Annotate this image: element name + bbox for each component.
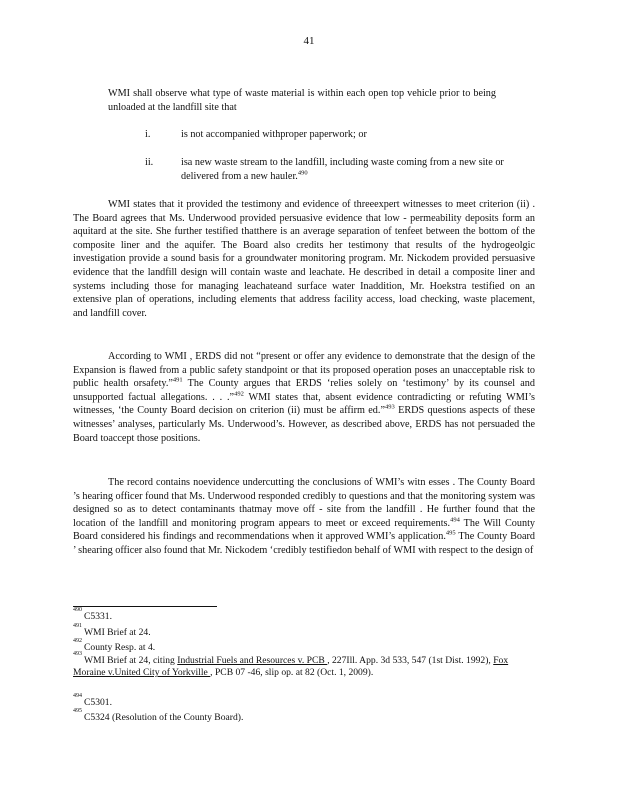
footnote-495 bbox=[73, 708, 535, 724]
footnote-ref: 495 bbox=[445, 529, 456, 537]
footnote-text: WMI Brief at 24. bbox=[84, 627, 151, 638]
footnote-number: 492 bbox=[73, 638, 82, 644]
footnote-number: 491 bbox=[73, 623, 82, 629]
footnote-text: , PCB 07 -46, slip op. at 82 (Oct. 1, 2009). bbox=[210, 667, 374, 678]
footnote-491 bbox=[73, 623, 535, 639]
footnote-text: County Resp. at 4. bbox=[84, 642, 156, 653]
intro-paragraph: WMI shall observe what type of waste material is within each open top vehicle prior to being unloaded at the landfill site that bbox=[108, 88, 496, 113]
paragraph-text: The Will County Board considered his findings and recommendations when it approved WMI’s application. bbox=[73, 517, 535, 543]
paragraph-text: ERDS questions aspects of these witnesses’ analyses, particularly Ms. Underwood’s. However, as described above, ERDS has not persuaded the Board toaccept those positions. bbox=[73, 405, 535, 444]
footnote-ref: 492 bbox=[234, 390, 244, 398]
footnote-text: C5301. bbox=[84, 697, 112, 708]
body-paragraph-1: WMI states that it provided the testimony and evidence of threeexpert witnesses to meet criterion (ii) . The Board agrees that Ms. Underwood provided persuasive evidence that low - permeability deposits form an aquitard at the site. She further testified thatthere is an average separation of tenfeet between the bottom of the composite liner and the aquifer. The Board also credits her testimony that results of the hydrogeolgic investigation provide a sound basis for a groundwater monitoring program. Mr. Nickodem provided persuasive evidence that the landfill design will contain waste and leachate. He described in detail a composite liner and systems including those for managing leachateand surface water Inaddition, Mr. Hoekstra testified on an extensive plan of operations, including elements that address facility access, load checking, waste placement, and landfill cover. bbox=[73, 199, 535, 319]
footnote-number: 493 bbox=[73, 651, 82, 657]
footnote-494 bbox=[73, 693, 535, 709]
footnote-divider bbox=[73, 606, 217, 607]
case-citation: Industrial Fuels and Resources v. PCB bbox=[177, 655, 328, 666]
list-item-text: is not accompanied withproper paperwork; or bbox=[181, 129, 367, 140]
body-paragraph-3 bbox=[73, 476, 535, 558]
footnote-492 bbox=[73, 638, 535, 654]
page-number: 41 bbox=[303, 35, 315, 47]
footnote-text: , 227Ill. App. 3d 533, 547 (1st Dist. 1992), bbox=[327, 655, 494, 666]
footnote-ref: 493 bbox=[384, 403, 395, 411]
list-item-number: ii. bbox=[145, 157, 154, 168]
paragraph-text: The County Board ’ shearing officer also found that Mr. Nickodem ‘credibly testifiedon behalf of WMI with respect to the design of bbox=[73, 531, 535, 556]
body-paragraph-2 bbox=[73, 350, 535, 445]
footnote-text: WMI Brief at 24, citing bbox=[84, 655, 178, 666]
footnote-ref: 491 bbox=[172, 376, 183, 384]
footnote-ref: 494 bbox=[450, 516, 460, 524]
footnote-number: 494 bbox=[73, 693, 82, 699]
footnote-ref: 490 bbox=[297, 169, 308, 177]
footnote-text: C5324 (Resolution of the County Board). bbox=[84, 712, 244, 723]
footnote-number: 495 bbox=[73, 708, 82, 714]
footnote-493 bbox=[73, 651, 535, 679]
footnote-text: C5331. bbox=[84, 611, 112, 622]
paragraph-text: The record contains noevidence undercutting the conclusions of WMI’s witn esses . The County Board ’s hearing officer found that Ms. Underwood responded credibly to questions and that the monitoring system was designed so as to detect contaminants thatmay move off - site from the landfill . He further found that the location of the landfill and monitoring program appears to meet or exceed requirements. bbox=[73, 477, 535, 529]
case-citation: Fox Moraine v.United City of Yorkville bbox=[73, 655, 509, 678]
list-item-text: isa new waste stream to the landfill, including waste coming from a new site or delivered from a new hauler. bbox=[181, 157, 504, 182]
paragraph-text: WMI states that, absent evidence contradicting or refuting WMI’s witnesses, ‘the County Board decision on criterion (ii) must be affirm ed.” bbox=[73, 391, 535, 417]
paragraph-text: The County argues that ERDS ‘relies solely on ‘testimony’ by its counsel and unsupported factual allegations. . . .” bbox=[73, 378, 535, 403]
footnote-490 bbox=[73, 607, 535, 623]
footnote-number: 490 bbox=[73, 607, 82, 613]
paragraph-text: According to WMI , ERDS did not “present or offer any evidence to demonstrate that the design of the Expansion is flawed from a public safety standpoint or that its proposed operation poses an unacceptable risk to public health orsafety.” bbox=[73, 351, 535, 390]
list-item-number: i. bbox=[145, 129, 151, 140]
